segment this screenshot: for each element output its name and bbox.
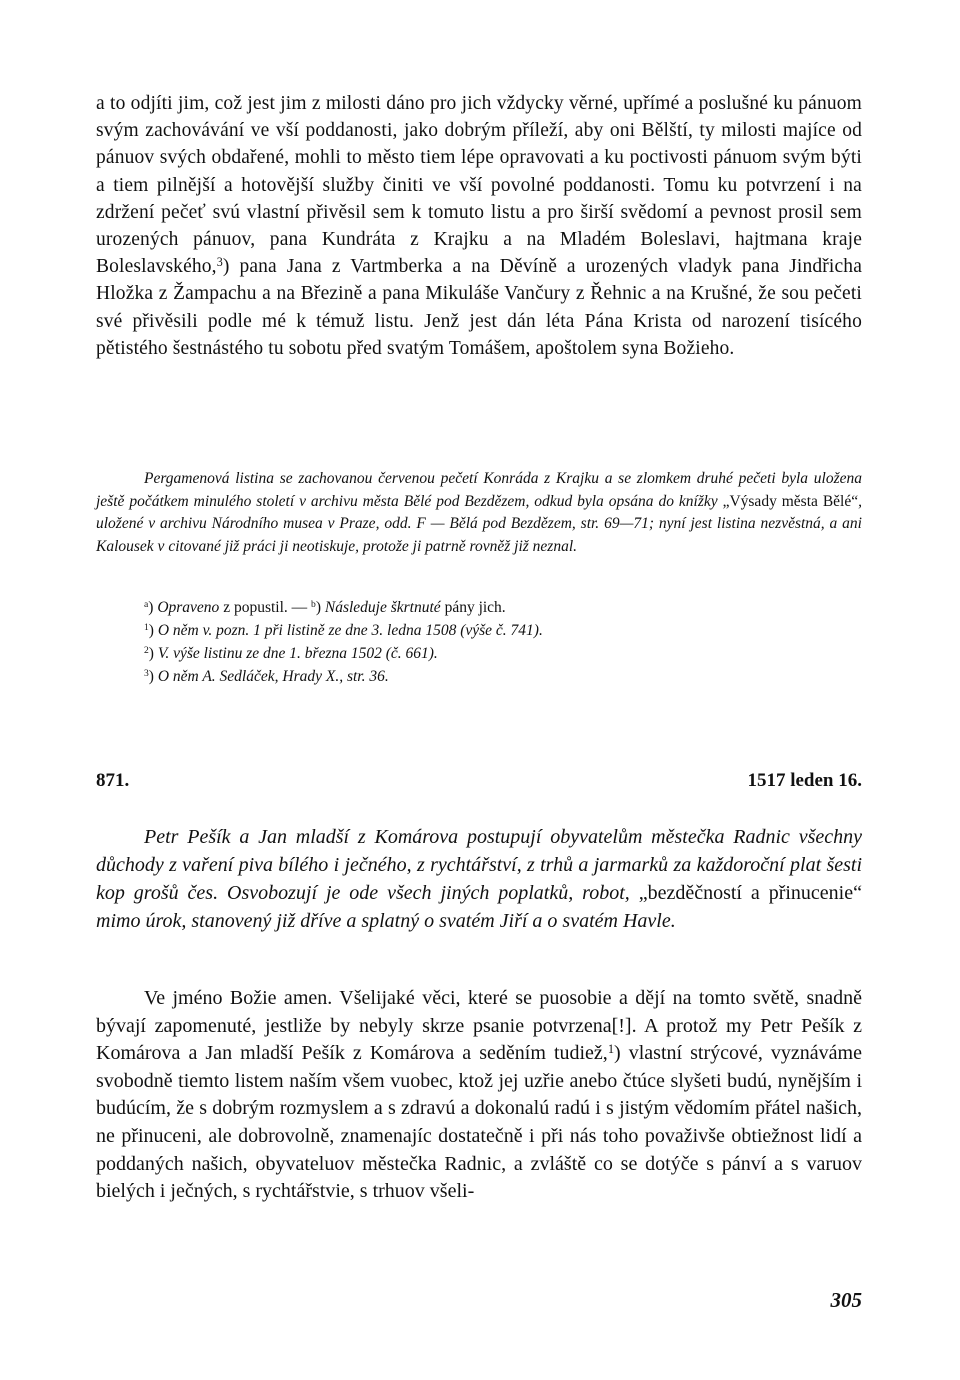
footnote-text: O něm A. Sedláček, Hrady X., str. 36. bbox=[157, 668, 389, 685]
footnote-mark: 3 bbox=[144, 668, 149, 680]
footnote-mark: 2 bbox=[144, 645, 149, 657]
entry-header bbox=[96, 770, 862, 796]
continuation-paragraph bbox=[96, 90, 862, 362]
footnote-a-b: $^a$) Opraveno z popustil. — $^b$) Následuje škrtnuté pány jich. bbox=[144, 599, 506, 616]
charter-text bbox=[96, 985, 862, 1206]
footnote-ref-3: 3 bbox=[216, 255, 223, 270]
footnote-1: $^1$) O něm v. pozn. 1 při listině ze dne 3. ledna 1508 (výše č. 741). bbox=[144, 622, 543, 639]
footnote-mark: 1 bbox=[144, 622, 149, 634]
footnote-mark: a bbox=[144, 599, 149, 611]
footnote-2: $^2$) V. výše listinu ze dne 1. března 1502 (č. 661). bbox=[144, 645, 438, 662]
regest-text-1: Petr Pešík a Jan mladší z Komárova postupují obyvatelům městečka Radnic všechny důchody z vaření piva bílého i ječného, z rychtářství, z trhů a jarmarků za každoroční plat šesti kop grošů čes. Osvobozují je ode všech jiných poplatků, robot, bbox=[96, 826, 862, 904]
continuation-text-2: ) pana Jana z Vartmberka a na Děvíně a urozených vladyk pana Jindřicha Hložka z Žampachu a na Březině a pana Mikuláše Vančury z Řehnic a na Krušné, že sou pečeti své přivěsili podle mé k témuž listu. Jenž jest dán léta Pána Krista od narození tisícého pětistého šestnástého tu sobotu před svatým Tomášem, apoštolem syna Božieho. bbox=[96, 256, 862, 359]
entry-number: 871. bbox=[96, 770, 130, 791]
source-note bbox=[96, 468, 862, 558]
page-number: 305 bbox=[830, 1288, 862, 1312]
continuation-text-1: a to odjíti jim, což jest jim z milosti dáno pro jich vždycky věrné, upřímé a poslušné ku pánuom svým zachovávání ve vší poddanosti, jako dobrým příleží, aby oni Bělští, ty milosti majíce od pánuov svých obdařené, mohli to město tiem lépe opravovati a ku poctivosti pánuom svým býti a tiem pilnější a hotovější služby činiti ve vší povolné poddanosti. Tomu ku potvrzení i na zdržení pečeť svú vlastní přivěsil sem k tomuto listu a pro širší svědomí a pevnost prosil sem urozených pánuov, pana Kundráta z Krajku a na Mladém Boleslavi, hajtmana kraje Boleslavského, bbox=[96, 93, 862, 278]
entry-date: 1517 leden 16. bbox=[747, 770, 862, 791]
footnote-ref-1: 1 bbox=[607, 1042, 615, 1056]
footnote-text: V. výše listinu ze dne 1. března 1502 (č. 661). bbox=[157, 645, 438, 662]
footnote-text: z popustil. bbox=[219, 599, 288, 616]
footnotes bbox=[96, 596, 862, 688]
charter-text-2: ) vlastní strýcové, vyznáváme svobodně tiemto listem naším všem vuobec, ktož jej uzřie anebo čtúce slyšeti budú, nynějším i budúcím, že s dobrým rozmyslem a s zdravú a dokonalú radú i s jistým vědomím přátel našich, ne přinuceni, ale dobrovolně, znamenajíc dostatečně i při nás toho považivše obtiežnost lidí a poddaných našich, obyvateluov městečka Radnic, a zvláště co se dotýče s pánví a s varuov bielých i ječných, s rychtářstvie, s trhuov všeli- bbox=[96, 1042, 862, 1203]
footnote-text: Opraveno bbox=[157, 599, 220, 616]
source-note-text-2: , uložené v archivu Národního musea v Praze, odd. F — Bělá pod Bezdězem, str. 69—71; nyní jest listina nezvěstná, a ani Kalousek v citované již práci ji neotiskuje, protože ji patrně rovněž již neznal. bbox=[96, 492, 862, 555]
footnote-text: Následuje škrtnuté bbox=[324, 599, 441, 616]
source-note-quote: „Výsady města Bělé“ bbox=[722, 492, 859, 510]
regest-quote: „bezděčností a přinucenie“ bbox=[638, 882, 862, 904]
entry-regest bbox=[96, 823, 862, 935]
source-note-text-1: Pergamenová listina se zachovanou červenou pečetí Konráda z Krajku a se zlomkem druhé pečeti byla uložena ještě počátkem minulého století v archivu města Bělé pod Bezdězem, odkud byla opsána do knížky bbox=[96, 470, 862, 510]
footnote-mark: b bbox=[311, 599, 316, 611]
footnote-text: O něm v. pozn. 1 při listině ze dne 3. ledna 1508 (výše č. 741). bbox=[157, 622, 543, 639]
footnote-separator: — bbox=[287, 599, 312, 616]
footnote-text: pány jich. bbox=[440, 599, 506, 616]
charter-text-1: Ve jméno Božie amen. Všelijaké věci, které se puosobie a dějí na tomto světě, snadně bývají zapomenuté, jestliže by nebyly skrze psanie potvrzena[!]. A protož my Petr Pešík z Komárova a Jan mladší Pešík z Komárova a seděním tudiež, bbox=[96, 987, 862, 1065]
regest-text-2: mimo úrok, stanovený již dříve a splatný o svatém Jiří a o svatém Havle. bbox=[96, 910, 676, 932]
footnote-3: $^3$) O něm A. Sedláček, Hrady X., str. 36. bbox=[144, 668, 389, 685]
